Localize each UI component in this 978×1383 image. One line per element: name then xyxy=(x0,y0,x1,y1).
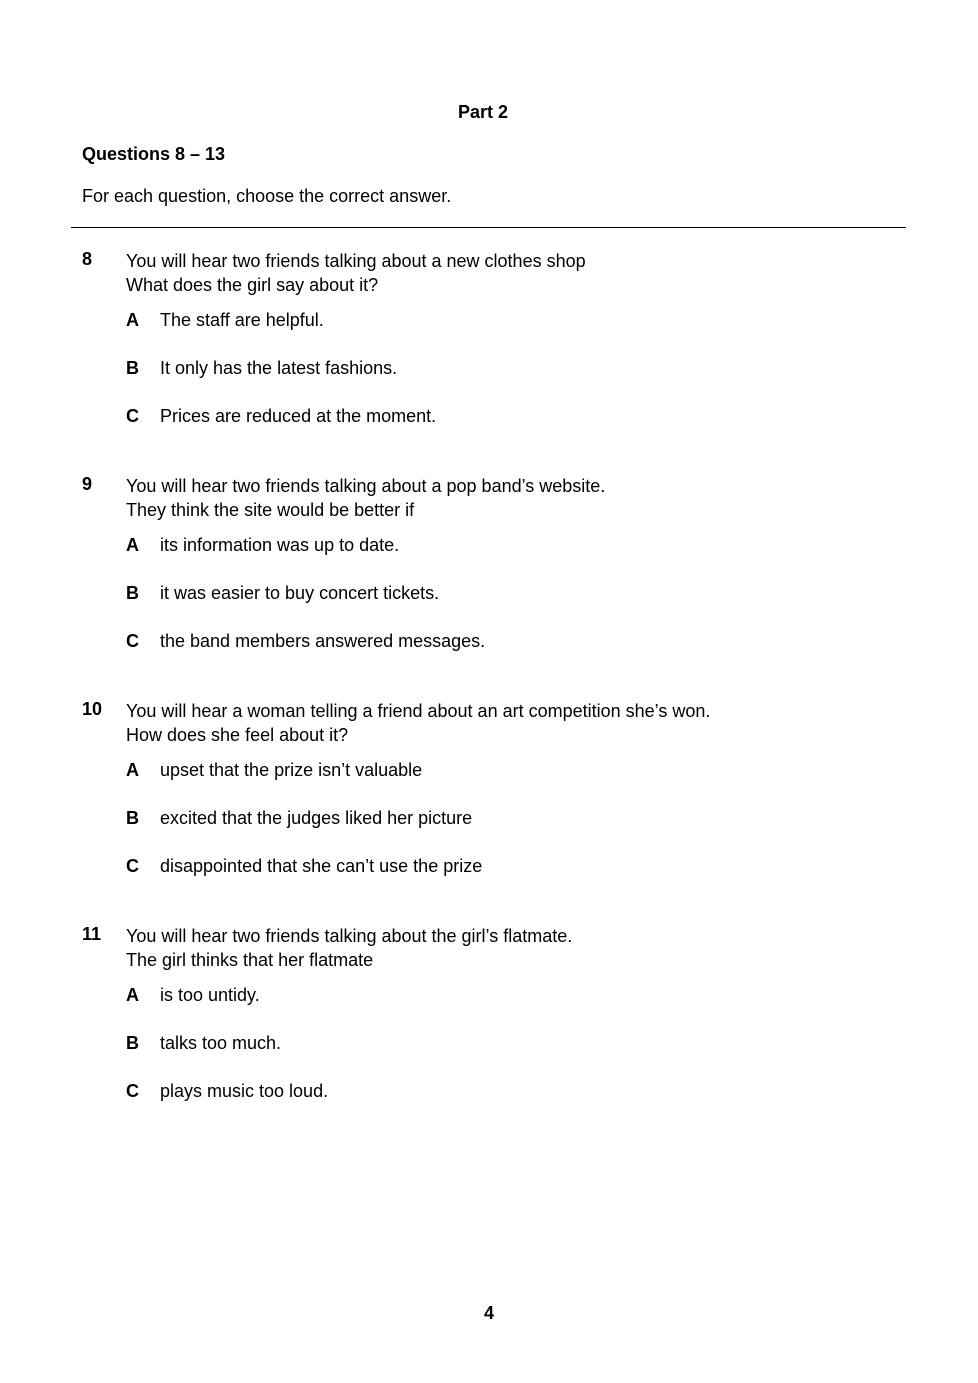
option-letter: C xyxy=(126,406,139,426)
option-letter: A xyxy=(126,535,139,555)
option-text: upset that the prize isn’t valuable xyxy=(160,760,423,780)
question-number: 11 xyxy=(82,924,102,944)
question-stem-line-1: You will hear a woman telling a friend about an art competition she’s won. xyxy=(126,701,711,721)
option-text: Prices are reduced at the moment. xyxy=(160,406,437,426)
option-text: It only has the latest fashions. xyxy=(160,358,398,378)
option-text: the band members answered messages. xyxy=(160,631,486,651)
question-number: 10 xyxy=(82,699,103,719)
option-text: disappointed that she can’t use the prize xyxy=(160,856,483,876)
question-stem-line-2: They think the site would be better if xyxy=(126,500,415,520)
option-letter: C xyxy=(126,631,139,651)
page-number: 4 xyxy=(483,1303,494,1323)
option-letter: B xyxy=(126,1033,139,1053)
question-stem-line-1: You will hear two friends talking about the girl’s flatmate. xyxy=(126,926,573,946)
option-letter: B xyxy=(126,808,139,828)
option-letter: A xyxy=(126,760,139,780)
questions-range-heading: Questions 8 – 13 xyxy=(82,144,226,164)
instruction-text: For each question, choose the correct answer. xyxy=(82,186,452,206)
question-stem-line-2: The girl thinks that her flatmate xyxy=(126,950,374,970)
option-letter: B xyxy=(126,358,139,378)
section-divider xyxy=(71,227,906,228)
option-text: its information was up to date. xyxy=(160,535,400,555)
part-title: Part 2 xyxy=(457,102,509,122)
question-stem xyxy=(126,474,605,522)
option-letter: C xyxy=(126,1081,139,1101)
option-text: excited that the judges liked her picture xyxy=(160,808,473,828)
option-letter: A xyxy=(126,310,139,330)
option-letter: B xyxy=(126,583,139,603)
question-number: 8 xyxy=(82,249,93,269)
option-text: plays music too loud. xyxy=(160,1081,329,1101)
option-text: it was easier to buy concert tickets. xyxy=(160,583,440,603)
question-stem xyxy=(126,699,710,747)
question-stem-line-2: How does she feel about it? xyxy=(126,725,349,745)
option-letter: A xyxy=(126,985,139,1005)
question-stem xyxy=(126,924,572,972)
question-stem-line-2: What does the girl say about it? xyxy=(126,275,379,295)
question-stem xyxy=(126,249,586,297)
question-stem-line-1: You will hear two friends talking about a new clothes shop xyxy=(126,251,586,271)
question-number: 9 xyxy=(82,474,93,494)
option-letter: C xyxy=(126,856,139,876)
option-text: The staff are helpful. xyxy=(160,310,324,330)
option-text: talks too much. xyxy=(160,1033,282,1053)
option-text: is too untidy. xyxy=(160,985,260,1005)
question-stem-line-1: You will hear two friends talking about a pop band’s website. xyxy=(126,476,606,496)
